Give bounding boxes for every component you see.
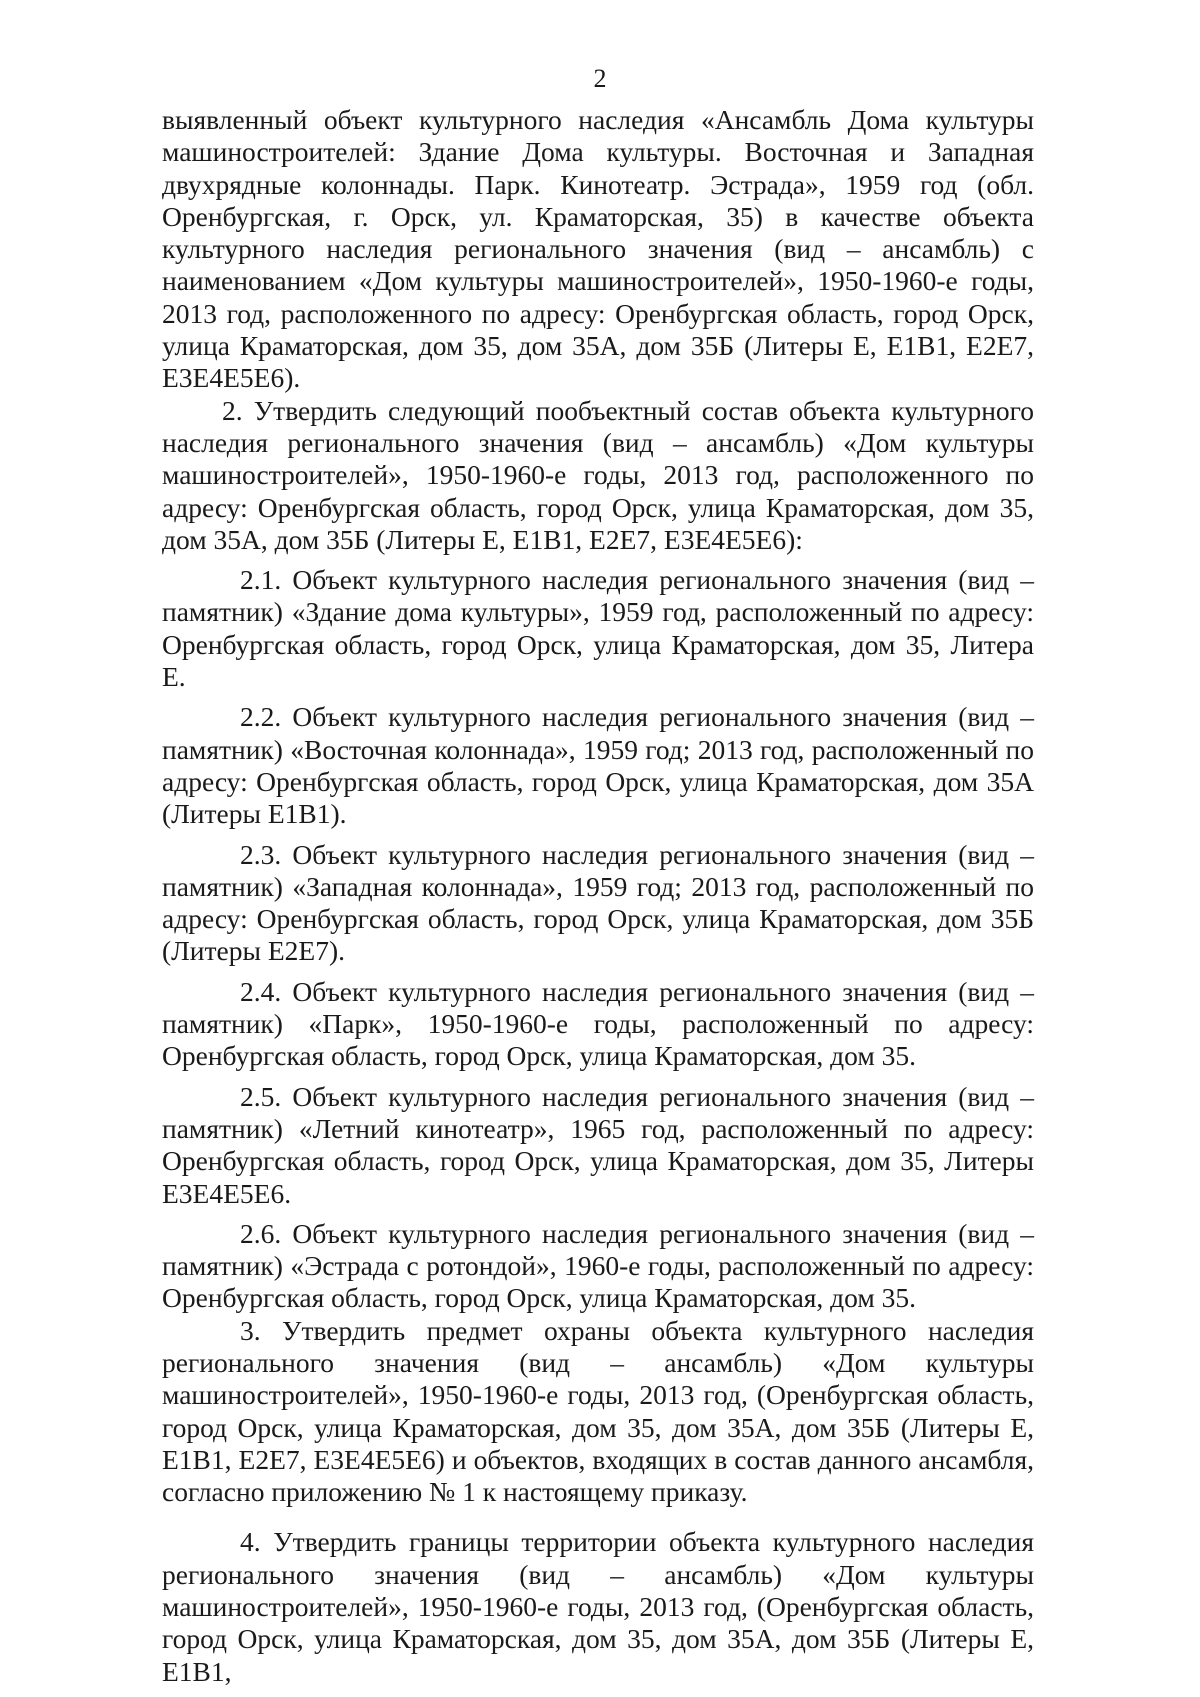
page-number: 2 [593, 64, 607, 93]
paragraph-item-2: 2. Утвердить следующий пообъектный состав объекта культурного наследия регионального значения (вид – ансамбль) «Дом культуры машиностроителей», 1950-1960-е годы, 2013 год, расположенного по адресу: Оренбургская область, город Орск, улица Краматорская, дом 35, дом 35А, дом 35Б (Литеры Е, Е1В1, Е2Е7, Е3Е4Е5Е6): [162, 394, 1034, 555]
paragraph-continuation: выявленный объект культурного наследия «Ансамбль Дома культуры машиностроителей: Здание Дома культуры. Восточная и Западная двухрядные колоннады. Парк. Кинотеатр. Эстрада», 1959 год (обл. Оренбургская, г. Орск, ул. Краматорская, 35) в качестве объекта культурного наследия регионального значения (вид – ансамбль) с наименованием «Дом культуры машиностроителей», 1950-1960-е годы, 2013 год, расположенного по адресу: Оренбургская область, город Орск, улица Краматорская, дом 35, дом 35А, дом 35Б (Литеры Е, Е1В1, Е2Е7, Е3Е4Е5Е6). [162, 104, 1034, 394]
paragraph-item-4: 4. Утвердить границы территории объекта культурного наследия регионального значения (вид – ансамбль) «Дом культуры машиностроителей», 1950-1960-е годы, 2013 год, (Оренбургская область, город Орск, улица Краматорская, дом 35, дом 35А, дом 35Б (Литеры Е, Е1В1, [162, 1526, 1034, 1687]
paragraph-item-2-1: 2.1. Объект культурного наследия регионального значения (вид – памятник) «Здание дома культуры», 1959 год, расположенный по адресу: Оренбургская область, город Орск, улица Краматорская, дом 35, Литера Е. [162, 564, 1034, 693]
document-body [162, 104, 1034, 1688]
paragraph-item-2-2: 2.2. Объект культурного наследия регионального значения (вид – памятник) «Восточная колоннада», 1959 год; 2013 год, расположенный по адресу: Оренбургская область, город Орск, улица Краматорская, дом 35А (Литеры Е1В1). [162, 701, 1034, 830]
paragraph-item-2-4: 2.4. Объект культурного наследия регионального значения (вид – памятник) «Парк», 1950-1960-е годы, расположенный по адресу: Оренбургская область, город Орск, улица Краматорская, дом 35. [162, 975, 1034, 1072]
paragraph-item-2-5: 2.5. Объект культурного наследия регионального значения (вид – памятник) «Летний кинотеатр», 1965 год, расположенный по адресу: Оренбургская область, город Орск, улица Краматорская, дом 35, Литеры Е3Е4Е5Е6. [162, 1080, 1034, 1209]
paragraph-item-3: 3. Утвердить предмет охраны объекта культурного наследия регионального значения (вид – ансамбль) «Дом культуры машиностроителей», 1950-1960-е годы, 2013 год, (Оренбургская область, город Орск, улица Краматорская, дом 35, дом 35А, дом 35Б (Литеры Е, Е1В1, Е2Е7, Е3Е4Е5Е6) и объектов, входящих в состав данного ансамбля, согласно приложению № 1 к настоящему приказу. [162, 1314, 1034, 1508]
paragraph-item-2-6: 2.6. Объект культурного наследия регионального значения (вид – памятник) «Эстрада с ротондой», 1960-е годы, расположенный по адресу: Оренбургская область, город Орск, улица Краматорская, дом 35. [162, 1217, 1034, 1314]
paragraph-item-2-3: 2.3. Объект культурного наследия регионального значения (вид – памятник) «Западная колоннада», 1959 год; 2013 год, расположенный по адресу: Оренбургская область, город Орск, улица Краматорская, дом 35Б (Литеры Е2Е7). [162, 838, 1034, 967]
